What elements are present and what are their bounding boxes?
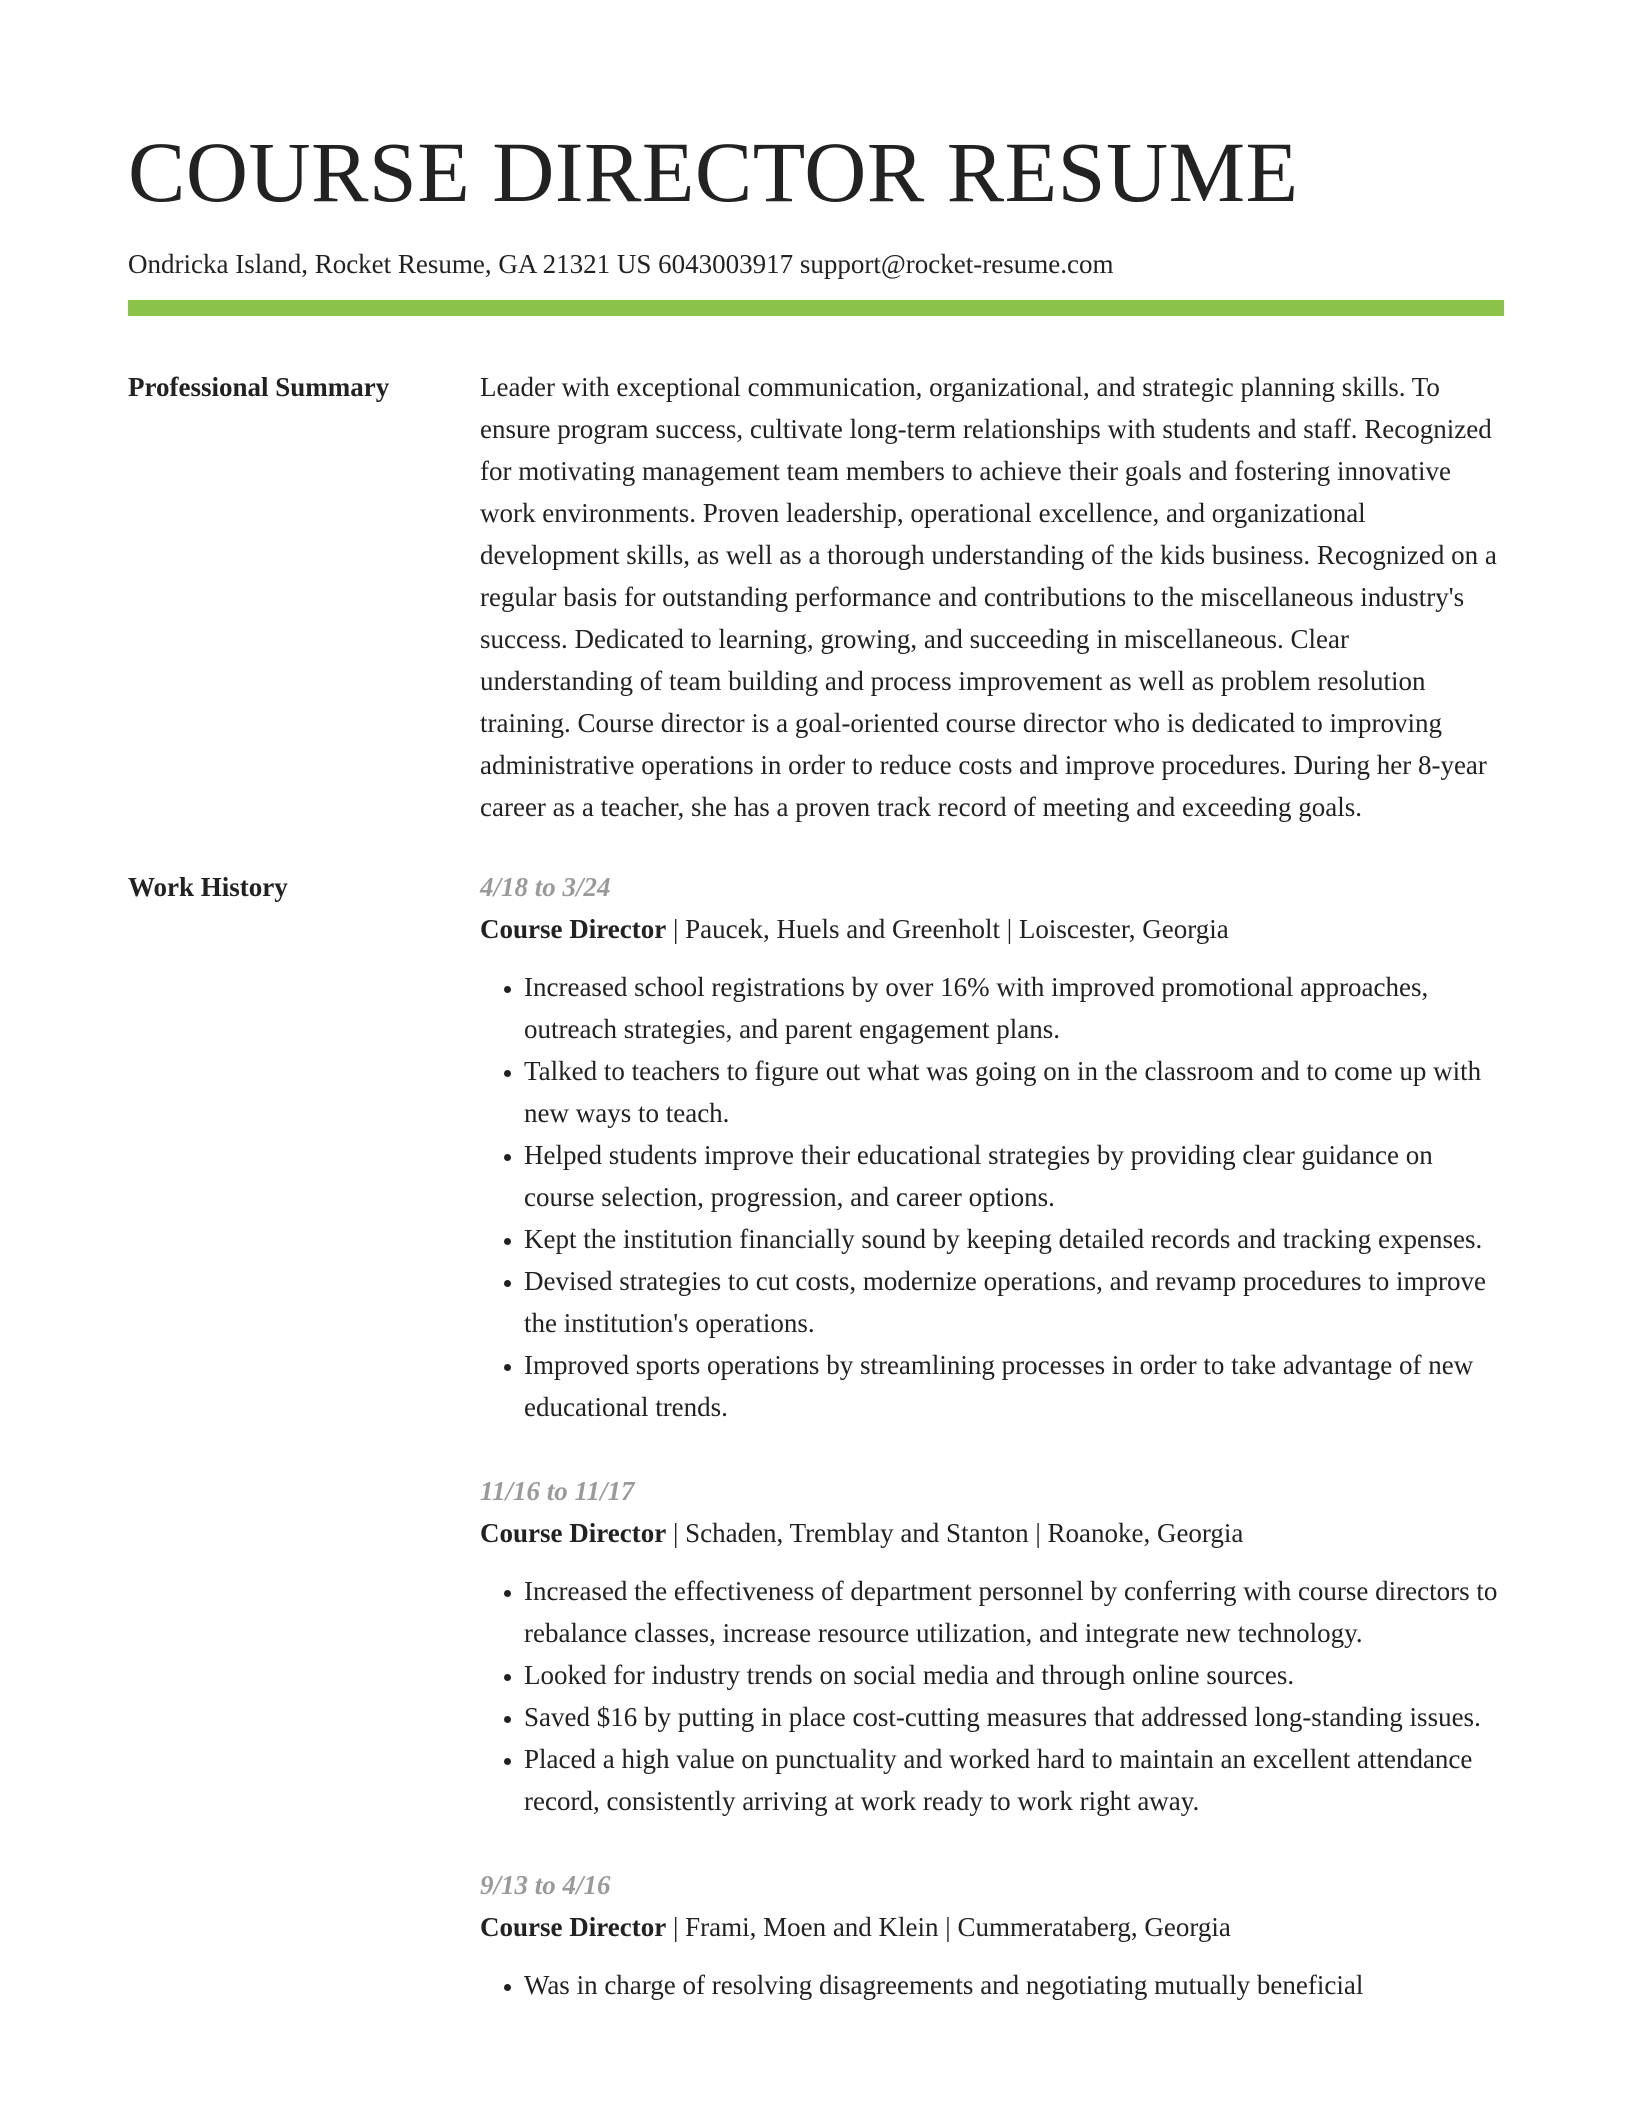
job-bullet: • Devised strategies to cut costs, modernize operations, and revamp procedures to improve the institution's operations. <box>524 1260 1504 1344</box>
job-entry <box>480 1470 1504 1822</box>
job-company-location: | Schaden, Tremblay and Stanton | Roanoke, Georgia <box>666 1518 1244 1548</box>
job-company-location: | Frami, Moen and Klein | Cummerataberg, Georgia <box>666 1912 1231 1942</box>
job-bullet: • Looked for industry trends on social media and through online sources. <box>524 1654 1504 1696</box>
job-entry <box>480 1864 1504 2006</box>
contact-line: Ondricka Island, Rocket Resume, GA 21321 US 6043003917 support@rocket-resume.com <box>128 249 1114 279</box>
job-bullet: • Increased the effectiveness of department personnel by conferring with course directors to rebalance classes, increase resource utilization, and integrate new technology. <box>524 1570 1504 1654</box>
job-bullet: • Kept the institution financially sound by keeping detailed records and tracking expenses. <box>524 1218 1504 1260</box>
section-label-work: Work History <box>128 872 288 902</box>
job-bullets <box>480 966 1504 1428</box>
job-title-line <box>480 1512 1504 1554</box>
accent-divider <box>128 300 1504 316</box>
work-history-body <box>480 866 1504 2048</box>
job-entry <box>480 866 1504 1428</box>
job-bullet: • Helped students improve their educational strategies by providing clear guidance on course selection, progression, and career options. <box>524 1134 1504 1218</box>
work-history-section <box>128 866 1504 2048</box>
resume-title: COURSE DIRECTOR RESUME <box>128 124 1299 220</box>
section-label-summary: Professional Summary <box>128 372 390 402</box>
job-bullet: • Placed a high value on punctuality and worked hard to maintain an excellent attendance record, consistently arriving at work ready to work right away. <box>524 1738 1504 1822</box>
job-bullet: • Was in charge of resolving disagreements and negotiating mutually beneficial <box>524 1964 1504 2006</box>
resume-page <box>128 0 1504 2048</box>
job-bullet: • Talked to teachers to figure out what was going on in the classroom and to come up with new ways to teach. <box>524 1050 1504 1134</box>
job-company-location: | Paucek, Huels and Greenholt | Loiscester, Georgia <box>666 914 1229 944</box>
job-bullets <box>480 1964 1504 2006</box>
summary-body <box>480 366 1504 828</box>
summary-text: Leader with exceptional communication, organizational, and strategic planning skills. To ensure program success, cultivate long-term relationships with students and staff. Recognized for motivating management team members to achieve their goals and fostering innovative work environments. Proven leadership, operational excellence, and organizational development skills, as well as a thorough understanding of the kids business. Recognized on a regular basis for outstanding performance and contributions to the miscellaneous industry's success. Dedicated to learning, growing, and succeeding in miscellaneous. Clear understanding of team building and process improvement as well as problem resolution training. Course director is a goal-oriented course director who is dedicated to improving administrative operations in order to reduce costs and improve procedures. During her 8-year career as a teacher, she has a proven track record of meeting and exceeding goals. <box>480 372 1497 822</box>
professional-summary-section <box>128 366 1504 828</box>
job-dates: 9/13 to 4/16 <box>480 1870 611 1900</box>
job-role: Course Director <box>480 1518 667 1548</box>
job-bullets <box>480 1570 1504 1822</box>
job-role: Course Director <box>480 1912 667 1942</box>
job-bullet: • Saved $16 by putting in place cost-cutting measures that addressed long-standing issues. <box>524 1696 1504 1738</box>
job-bullet: • Increased school registrations by over 16% with improved promotional approaches, outreach strategies, and parent engagement plans. <box>524 966 1504 1050</box>
job-dates: 4/18 to 3/24 <box>480 872 611 902</box>
job-title-line <box>480 1906 1504 1948</box>
job-dates: 11/16 to 11/17 <box>480 1476 635 1506</box>
job-bullet: • Improved sports operations by streamlining processes in order to take advantage of new educational trends. <box>524 1344 1504 1428</box>
job-role: Course Director <box>480 914 667 944</box>
job-title-line <box>480 908 1504 950</box>
